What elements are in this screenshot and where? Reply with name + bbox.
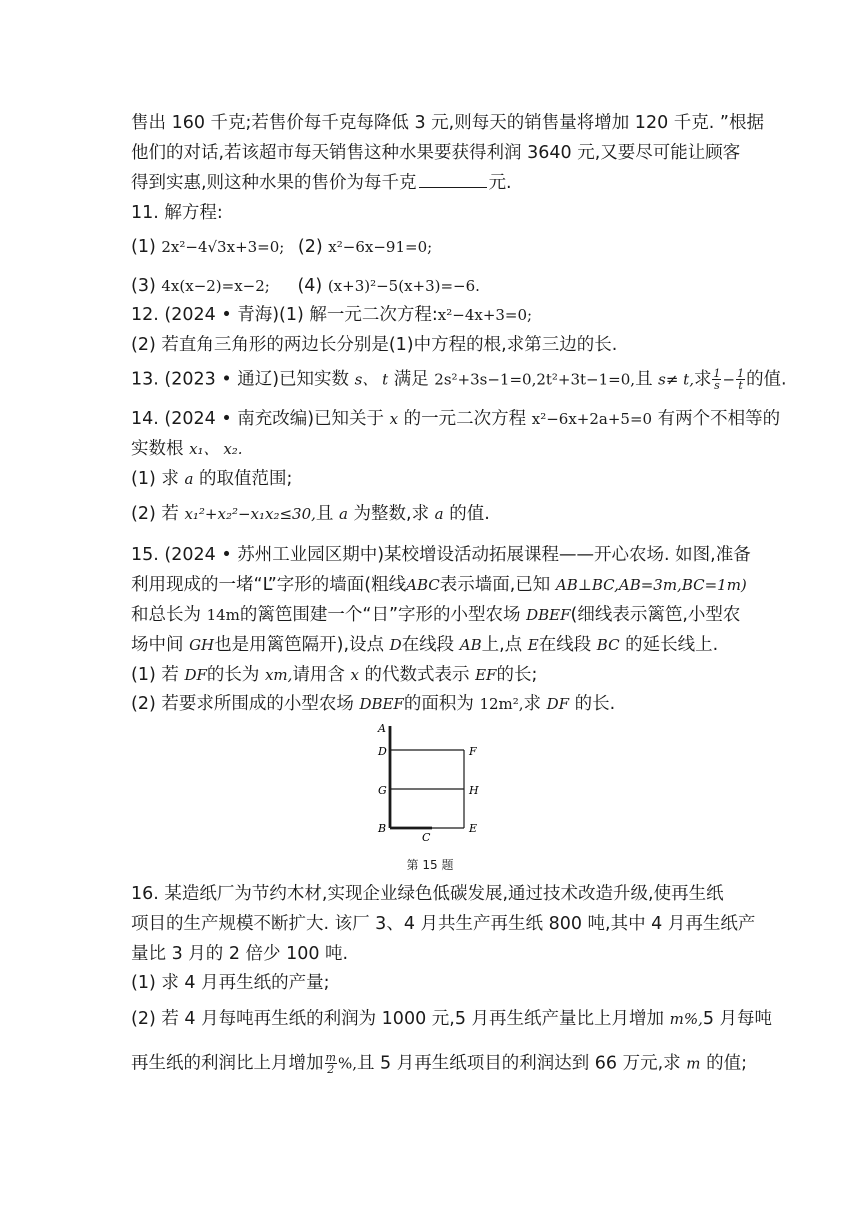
text: 求 [693,369,712,390]
label: (1) [131,237,156,257]
equation: x²−6x+2a+5=0 [531,410,653,428]
text: (细线表示篱笆,小型农 [570,605,741,625]
text: 且 [315,504,334,524]
text: 的篱笆围建一个“日”字形的小型农场 [239,605,521,625]
text: 的面积为 [403,694,474,714]
text: (2) 若要求所围成的小型农场 [131,694,354,714]
text: (1) 若 [131,665,179,685]
question-15-part-2 [131,693,741,715]
equation: 2x²−4√3x+3=0; [161,238,285,256]
text: 的长. [574,694,616,714]
text: 5 月每吨 [702,1009,773,1029]
segment: DF [184,666,207,684]
text: 项目的生产规模不断扩大. 该厂 3、4 月共生产再生纸 800 吨,其中 4 月再生纸产 [131,914,756,934]
question-15-line-2 [131,574,747,596]
text: 有两个不相等的 [657,409,781,429]
label: (3) [131,276,156,296]
percent: %, [337,1054,357,1073]
text: 在线段 [401,635,455,655]
text: 的一元二次方程 [403,409,527,429]
text: (2) 若 4 月每吨再生纸的利润为 1000 元,5 月再生纸产量比上月增加 [131,1009,665,1029]
question-16-line-3 [131,943,741,965]
text: 的取值范围; [198,469,293,489]
segment: ABC [406,576,440,594]
segment: EF [475,666,497,684]
text: 实数根 [131,439,184,459]
label-d: D [378,745,387,758]
equation: 4x(x−2)=x−2; [161,277,270,295]
figure-caption: 第 15 题 [406,858,454,872]
condition: s≠ t, [658,370,694,389]
equation: 2s²+3s−1=0,2t²+3t−1=0, [434,370,636,389]
operator: − [722,370,736,389]
label: (4) [297,276,323,296]
point: E [527,636,539,654]
shape-name: DBEF [526,606,571,624]
question-11-title [131,202,741,224]
segment: GH [189,636,215,654]
text: 16. 某造纸厂为节约木材,实现企业绿色低碳发展,通过技术改造升级,使再生纸 [131,884,724,904]
text: 也是用篱笆隔开),设点 [214,635,385,655]
question-13 [131,367,787,392]
label-h: H [469,784,479,797]
text: 和总长为 [131,605,201,625]
question-11-row-2 [131,275,741,297]
length: xm, [264,666,293,684]
text: 量比 3 月的 2 倍少 100 吨. [131,944,349,964]
variable: a [339,505,348,523]
text: (1) 求 4 月再生纸的产量; [131,973,330,993]
text: 表示墙面,已知 [439,575,551,595]
denominator: s [714,379,720,392]
segment: BC [596,636,620,654]
roots: x₁、 x₂. [189,440,243,458]
fraction-one-over-s [712,368,721,391]
denominator: t [738,379,743,392]
text: 再生纸的利润比上月增加 [131,1053,324,1074]
text: (2) 若 [131,504,179,524]
shape-name: DBEF [359,695,404,713]
text: 为整数,求 [353,504,430,524]
label-a: A [378,722,386,735]
answer-blank [419,173,487,188]
text: 场中间 [131,635,184,655]
question-16 [131,883,741,905]
text: 他们的对话,若该超市每天销售这种水果要获得利润 3640 元,又要尽可能让顾客 [131,143,741,163]
label-g: G [378,784,387,797]
question-14-part-2 [131,503,741,525]
question-14-part-1 [131,468,741,490]
point: D [389,636,402,654]
text: 的长为 [206,665,260,685]
text: 售出 160 千克;若售价每千克每降低 3 元,则每天的销售量将增加 120 千克. ”根据 [131,113,764,133]
condition: AB⊥BC,AB=3m,BC=1m) [555,576,747,594]
text: 14. (2024 • 南充改编)已知关于 [131,409,385,429]
text: (1) 求 [131,469,179,489]
fraction-one-over-t [736,368,745,391]
label-e: E [469,822,478,835]
text: 的值. [449,504,490,524]
variable: m%, [669,1010,703,1028]
question-16-part-1 [131,972,741,994]
label-b: B [378,822,387,835]
variable: m [686,1054,701,1073]
text: (2) 若直角三角形的两边长分别是(1)中方程的根,求第三边的长. [131,335,618,355]
variable: a [434,505,444,523]
length: 14m [206,606,240,624]
text: 请用含 [292,665,345,685]
variables: s、 t [354,370,389,389]
text-line [131,172,741,194]
question-15-part-1 [131,664,741,686]
question-14-roots [131,438,741,460]
label-c: C [422,831,431,844]
text-line [131,112,764,134]
question-11-row-1 [131,236,741,258]
denominator: 2 [327,1063,335,1076]
text: 上,点 [481,635,523,655]
text: 在线段 [538,635,592,655]
expression: x₁²+x₂²−x₁x₂≤30, [184,505,316,523]
equation: (x+3)²−5(x+3)=−6. [327,277,480,295]
numerator: 1 [737,367,745,380]
question-12 [131,304,741,326]
question-16-line-2 [131,913,756,935]
segment: AB [459,636,482,654]
question-12-part-2 [131,334,741,356]
label: (2) [297,237,323,257]
text: 求 [523,694,542,714]
question-16-part-2-line-2 [131,1051,747,1076]
text: 元. [488,173,512,193]
text: 得到实惠,则这种水果的售价为每千克 [131,173,417,193]
text: 的延长线上. [625,635,719,655]
text: 11. 解方程: [131,203,223,223]
text: 满足 [393,369,429,390]
text: 的代数式表示 [364,665,470,685]
text: 利用现成的一堵“L”字形的墙面(粗线 [131,575,407,595]
question-15-line-4 [131,634,741,656]
text: 的长; [496,665,538,685]
variable: x [389,410,399,428]
question-16-part-2 [131,1008,773,1030]
text: 的值; [706,1053,747,1074]
variable: x [350,666,359,684]
text-line [131,142,741,164]
numerator: 1 [713,367,721,380]
label-f: F [469,745,477,758]
text: 12. (2024 • 青海)(1) 解一元二次方程: [131,305,438,325]
fraction-m-over-2 [325,1052,337,1075]
segment: DF [546,695,570,713]
question-15 [131,544,751,566]
area: 12m², [479,695,524,713]
question-14 [131,408,781,430]
farm-figure [370,716,490,846]
text: 的值. [746,369,787,390]
question-15-line-3 [131,604,741,626]
equation: x²−6x−91=0; [328,238,433,256]
equation: x²−4x+3=0; [437,306,533,324]
variable: a [184,470,194,488]
text: 且 [635,369,653,390]
text: 15. (2024 • 苏州工业园区期中)某校增设活动拓展课程——开心农场. 如图,准备 [131,545,751,565]
text: 13. (2023 • 通辽)已知实数 [131,369,350,390]
text: 且 5 月再生纸项目的利润达到 66 万元,求 [356,1053,681,1074]
numerator: m [325,1051,336,1064]
